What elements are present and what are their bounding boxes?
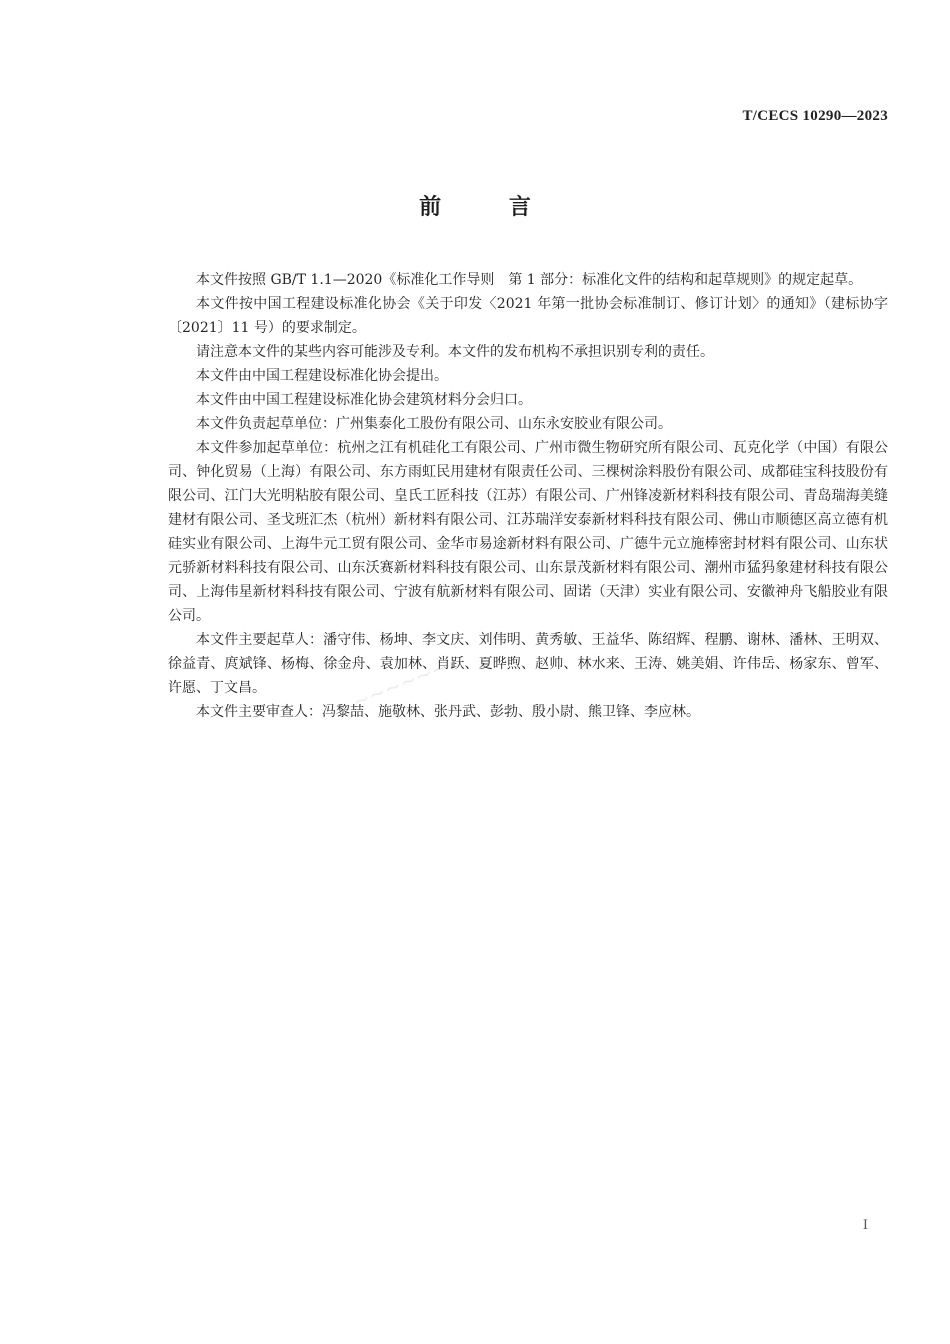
watermark: ~~~~~~: [349, 654, 452, 714]
page-number: I: [862, 1218, 868, 1233]
paragraph-plan-notice: 本文件按中国工程建设标准化协会《关于印发〈2021 年第一批协会标准制订、修订计划〉的通知》（建标协字〔2021〕11 号）的要求制定。: [168, 296, 888, 336]
paragraph-main-drafters: 本文件主要起草人：潘守伟、杨坤、李文庆、刘伟明、黄秀敏、王益华、陈绍辉、程鹏、谢林、潘林、王明双、徐益青、庹斌锋、杨梅、徐金舟、袁加林、肖跃、夏晔煦、赵帅、林水来、王涛、姚美娟、许伟岳、杨家东、曾军、许愿、丁文昌。: [168, 632, 888, 696]
paragraph-drafting-rule: 本文件按照 GB/T 1.1—2020《标准化工作导则 第 1 部分：标准化文件的结构和起草规则》的规定起草。: [196, 272, 863, 288]
paragraph-administrator: 本文件由中国工程建设标准化协会建筑材料分会归口。: [196, 392, 532, 408]
paragraph-patent-notice: 请注意本文件的某些内容可能涉及专利。本文件的发布机构不承担识别专利的责任。: [196, 344, 714, 360]
page-title: 前 言: [419, 195, 561, 220]
paragraph-participating-units: 本文件参加起草单位：杭州之江有机硅化工有限公司、广州市微生物研究所有限公司、瓦克化学（中国）有限公司、钟化贸易（上海）有限公司、东方雨虹民用建材有限责任公司、三棵树涂料股份有限公司、成都硅宝科技股份有限公司、江门大光明粘胶有限公司、皇氏工匠科技（江苏）有限公司、广州锋凌新材料科技有限公司、青岛瑞海美缝建材有限公司、圣戈班汇杰（杭州）新材料有限公司、江苏瑞洋安泰新材料科技有限公司、佛山市顺德区高立德有机硅实业有限公司、上海牛元工贸有限公司、金华市易途新材料有限公司、广德牛元立施棒密封材料有限公司、山东状元骄新材料科技有限公司、山东沃赛新材料科技有限公司、山东景茂新材料有限公司、潮州市猛犸象建材科技有限公司、上海伟星新材料科技有限公司、宁波有航新材料有限公司、固诺（天津）实业有限公司、安徽神舟飞船胶业有限公司。: [168, 440, 888, 624]
standard-code: T/CECS 10290—2023: [742, 108, 888, 124]
document-body: [168, 268, 888, 724]
paragraph-proposer: 本文件由中国工程建设标准化协会提出。: [196, 368, 448, 384]
paragraph-reviewers: 本文件主要审查人：冯黎喆、施敬林、张丹武、彭勃、殷小尉、熊卫锋、李应林。: [196, 704, 700, 720]
paragraph-lead-drafters: 本文件负责起草单位：广州集泰化工股份有限公司、山东永安胶业有限公司。: [196, 416, 672, 432]
